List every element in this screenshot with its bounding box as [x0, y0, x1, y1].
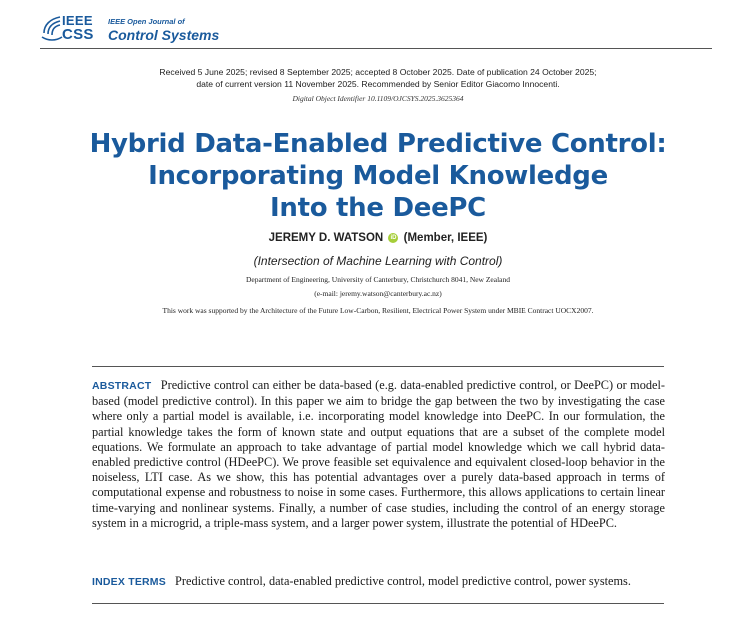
abstract-bottom-divider	[92, 603, 664, 604]
logo-css-text: CSS	[62, 26, 94, 43]
index-terms-text: Predictive control, data-enabled predictive control, model predictive control, power systems.	[175, 574, 631, 588]
author-line	[90, 232, 666, 244]
article-section: (Intersection of Machine Learning with Control)	[253, 254, 503, 268]
history-line-2: date of current version 11 November 2025. Recommended by Senior Editor Giacomo Innocenti.	[196, 79, 560, 89]
logo-ieee-text: IEEE	[62, 13, 93, 28]
index-terms-label: INDEX TERMS	[92, 576, 166, 588]
history-line-1: Received 5 June 2025; revised 8 September 2025; accepted 8 October 2025. Date of publication 24 October 2025;	[159, 67, 597, 77]
journal-logo	[40, 13, 220, 47]
paper-title	[60, 128, 696, 224]
doi: Digital Object Identifier 10.1109/OJCSYS.2025.3625364	[292, 94, 464, 103]
title-line-1: Hybrid Data-Enabled Predictive Control:	[89, 129, 667, 159]
orcid-icon[interactable]: iD	[390, 235, 397, 241]
journal-prefix: IEEE Open Journal of	[108, 17, 185, 26]
index-terms	[92, 574, 665, 590]
abstract-top-divider	[92, 366, 664, 367]
header-divider	[40, 48, 712, 49]
title-line-2: Incorporating Model Knowledge	[148, 161, 608, 191]
abstract	[92, 378, 665, 531]
author-email[interactable]: (e-mail: jeremy.watson@canterbury.ac.nz)	[314, 289, 442, 298]
abstract-label: ABSTRACT	[92, 380, 152, 392]
ieee-css-emblem-icon	[40, 13, 64, 43]
abstract-text: Predictive control can either be data-based (e.g. data-enabled predictive control, or DeePC) or model-based (model predictive control). In this paper we aim to bridge the gap between the two by investigating the case where only a partial model is available, i.e. incorporating model knowledge into DeePC. In our formulation, the partial knowledge takes the form of known state and output equations that are a subset of the complete model equations. We formulate an approach to take advantage of partial model knowledge which we call hybrid data-enabled predictive control (HDeePC). We prove feasible set equivalence and equivalent closed-loop behavior in the noiseless, LTI case. As we show, this has potential advantages over a purely data-based approach in terms of computational expense and robustness to noise in some cases. Furthermore, this allows applications to certain linear time-varying and nonlinear systems. Finally, a number of case studies, including the control of an energy storage system in a microgrid, a triple-mass system, and a larger power system, illustrate the potential of HDeePC.	[92, 378, 666, 530]
publication-history	[90, 66, 666, 90]
author-department: Department of Engineering, University of Canterbury, Christchurch 8041, New Zealand	[245, 275, 511, 284]
author-name: JEREMY D. WATSON	[268, 232, 384, 244]
journal-name: Control Systems	[108, 27, 220, 43]
title-line-3: Into the DeePC	[270, 193, 486, 223]
author-membership: (Member, IEEE)	[403, 232, 488, 244]
funding-note: This work was supported by the Architecture of the Future Low-Carbon, Resilient, Electrical Power System under MBIE Contract UOCX2007.	[162, 306, 594, 315]
